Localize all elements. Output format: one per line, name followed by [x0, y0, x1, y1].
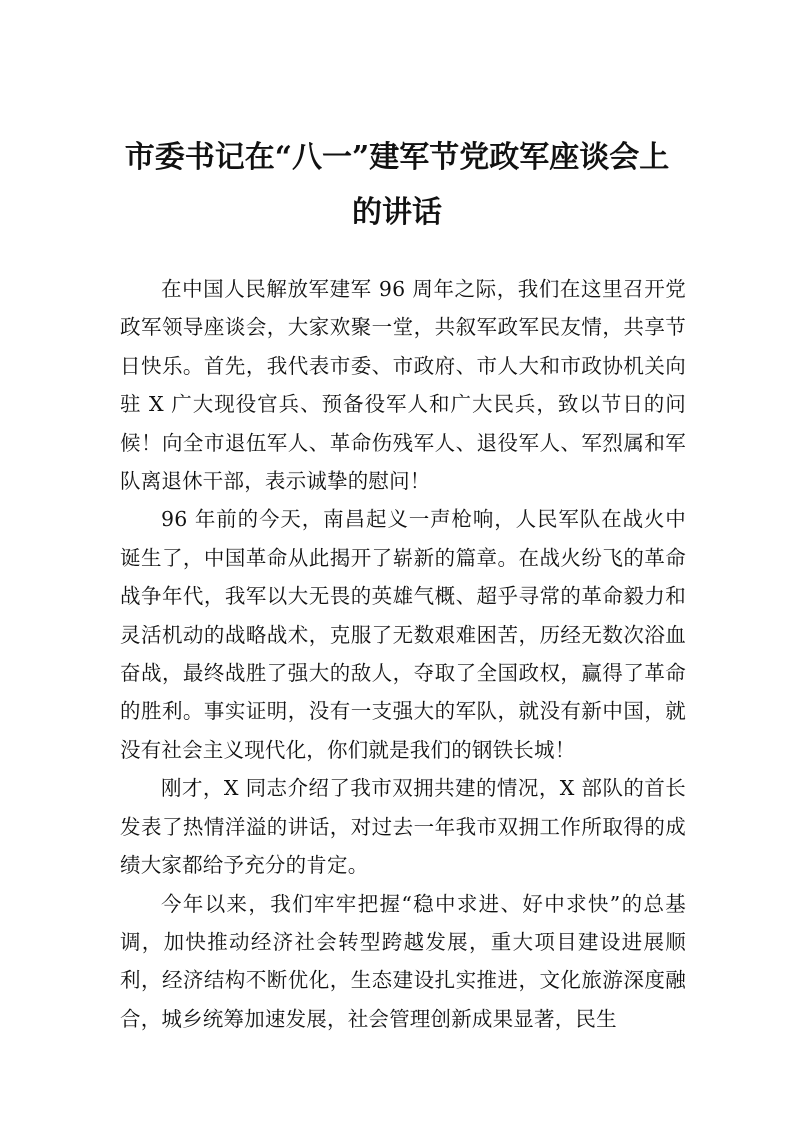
document-title-line-1: 市委书记在“八一”建军节党政军座谈会上 [124, 140, 670, 175]
paragraph-1: 在中国人民解放军建军 96 周年之际，我们在这里召开党政军领导座谈会，大家欢聚一堂，共叙军政军民友情，共享节日快乐。首先，我代表市委、市政府、市人大和市政协机关向驻 X 广大现役官兵、预备役军人和广大民兵，致以节日的问候！向全市退伍军人、革命伤残军人、退役军人、军烈属和军队离退休干部，表示诚挚的慰问！ [120, 277, 686, 494]
document-title-line-2: 的讲话 [352, 195, 442, 230]
paragraph-4: 今年以来，我们牢牢把握“稳中求进、好中求快”的总基调，加快推动经济社会转型跨越发展，重大项目建设进展顺利，经济结构不断优化，生态建设扎实推进，文化旅游深度融合，城乡统筹加速发展，社会管理创新成果显著，民生 [120, 891, 686, 1031]
paragraph-3: 刚才，X 同志介绍了我市双拥共建的情况，X 部队的首长发表了热情洋溢的讲话，对过去一年我市双拥工作所取得的成绩大家都给予充分的肯定。 [120, 776, 686, 878]
document-body [120, 270, 686, 1038]
paragraph-2: 96 年前的今天，南昌起义一声枪响，人民军队在战火中诞生了，中国革命从此揭开了崭新的篇章。在战火纷飞的革命战争年代，我军以大无畏的英雄气概、超乎寻常的革命毅力和灵活机动的战略战术，克服了无数艰难困苦，历经无数次浴血奋战，最终战胜了强大的敌人，夺取了全国政权，赢得了革命的胜利。事实证明，没有一支强大的军队，就没有新中国，就没有社会主义现代化，你们就是我们的钢铁长城！ [120, 507, 686, 762]
